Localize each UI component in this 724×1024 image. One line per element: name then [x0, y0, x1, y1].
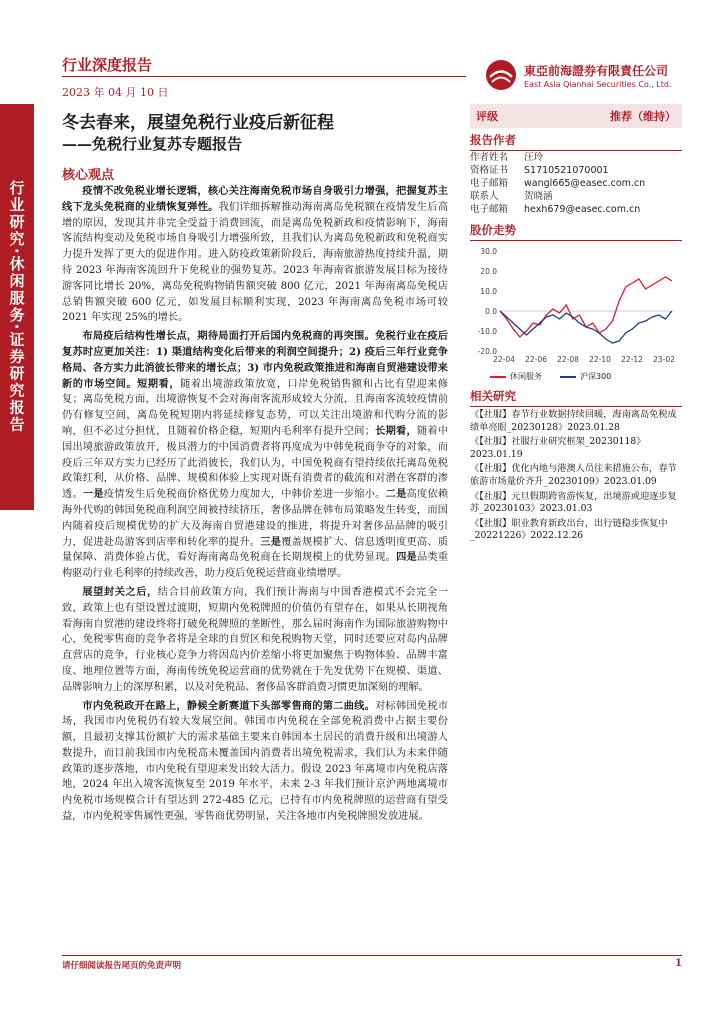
author-field-label: 资格证书 [470, 165, 509, 176]
author-field-label: 联系人 [470, 191, 499, 202]
page-number: 1 [675, 958, 682, 969]
footer-disclaimer: 请仔细阅读报告尾页的免责声明 [62, 961, 182, 971]
header-rule [62, 76, 466, 77]
legend-item [560, 371, 611, 382]
bold-run: 展望封关之后， [82, 585, 158, 598]
authors-heading: 报告作者 [470, 132, 682, 151]
research-item[interactable]: 《【社服】职业教育新政出台，出行链稳步恢复中_20221226》2022.12.26 [470, 517, 668, 542]
sidebar-category: 行业研究·休闲服务·证券研究报告 [0, 104, 34, 510]
author-row [470, 203, 682, 216]
bold-run: 三是 [260, 535, 282, 548]
author-field-value[interactable]: wangl665@easec.com.cn [524, 178, 646, 189]
author-field-value: 汪玲 [524, 152, 544, 163]
series-line-1 [500, 311, 672, 343]
rating-value: 推荐（维持） [610, 110, 676, 123]
legend-label: 沪深300 [580, 372, 612, 381]
bold-run: 疫情不改免税业增长逻辑，核心关注海南免税市场自身吸引力增强，把握复苏主线下龙头免税商的业绩恢复弹性。 [62, 185, 448, 213]
author-row [470, 151, 682, 164]
company-logo [484, 58, 684, 98]
footer-rule [62, 955, 682, 956]
core-views-heading: 核心观点 [62, 168, 115, 183]
core-paragraph [62, 699, 448, 825]
logo-name-cn: 東亞前海證券有限責任公司 [524, 64, 669, 78]
research-item[interactable]: 《【社服】元旦假期跨省游恢复，出境游或迎逐步复苏_20230103》2023.01.03 [470, 490, 677, 515]
x-tick-label: 23-02 [653, 355, 675, 364]
x-tick-label: 22-10 [589, 355, 611, 364]
core-paragraph [62, 585, 448, 696]
y-tick-label: -20.0 [477, 347, 497, 356]
x-tick-label: 22-06 [525, 355, 547, 364]
report-title: 冬去春来，展望免税行业疫后新征程 [62, 113, 334, 133]
series-line-0 [500, 277, 672, 337]
bold-run: 长期看， [374, 424, 417, 437]
research-item[interactable]: 《【社服】优化内地与港澳人员往来措施公布，春节旅游市场量价齐升_20230109》2023.01.09 [470, 463, 677, 487]
author-row [470, 164, 682, 177]
author-field-value[interactable]: hexh679@easec.com.cn [524, 204, 641, 215]
x-tick-label: 22-12 [621, 355, 643, 364]
y-tick-label: 10.0 [480, 287, 497, 296]
legend-label: 休闲服务 [510, 372, 542, 381]
core-paragraph [62, 329, 448, 582]
stock-chart [470, 243, 682, 382]
author-field-label: 电子邮箱 [470, 178, 509, 189]
report-subtitle: ——免税行业复苏专题报告 [62, 135, 243, 153]
text-run: 结合目前政策方向，我们预计海南与中国香港模式不会完全一致，政策上也有望设置过渡期，短期内免税牌照的价值仍有望存在，如果从长期视角看海南自贸港的建设终将打破免税牌照的垄断性，那么届时海南作为国际旅游购物中心，免税零售商的竞争者将是全球的自贸区和免税购物天堂，同时还要应对岛内品牌直营店的竞争，行业核心竞争力将因岛内价差缩小将更加聚焦于购物体验、品牌丰富度、地理位置等方面，海南传统免税运营商的优势就在于先发优势下在规模、渠道、品牌影响力上的深厚积累，以及对免税品、奢侈品客群消费习惯更加深刻的理解。 [62, 586, 449, 693]
chart-legend [490, 371, 682, 382]
y-tick-label: -10.0 [477, 327, 497, 336]
core-views-body [62, 184, 448, 828]
report-type: 行业深度报告 [62, 56, 153, 74]
logo-name-en: East Asia Qianhai Securities Co., Ltd. [524, 80, 672, 89]
research-item[interactable]: 《【社服】社服行业研究框架_20230118》2023.01.19 [470, 436, 646, 460]
text-run: 对标韩国免税市场，我国市内免税仍有较大发展空间。韩国市内免税在全部免税消费中占据主要份额，且最初支撑其份额扩大的需求基础主要来自韩国本土居民的消费升级和出境游人数提升，而目前我国市内免税高未覆盖国内消费者出境免税需求，我们认为未来伴随政策的逐步落地，市内免税有望迎来发出较大活力。假设 2023 年离境市内免税店落地，2024 年出入境客流恢复至 2019 年水平，未来 2-3 年我们预计京沪两地离境市内免税市场规模合计有望达到 272-485 亿元，已持有市内免税牌照的运营商有望受益，市内免税零售属性更强，零售商优势明显，关注各地市内免税牌照发放进展。 [62, 700, 449, 823]
research-item[interactable]: 《【社服】春节行业数据持续回暖，海南离岛免税成绩单亮眼_20230128》2023.01.28 [470, 409, 677, 433]
text-run: 高度依赖海外代购的韩国免税商利润空间被持续挤压，奢侈品牌在韩布局策略发生转变，而国内随着疫后规模优势的扩大及海南自贸港建设的推进，将提升对奢侈品品牌的吸引力，促进赴岛游客到店率和转化率的提升。 [62, 489, 449, 548]
authors-list [470, 151, 682, 216]
text-run: 覆盖规模扩大、信息透明度更高、质量保障、消费体验占优，看好海南离岛免税商在长期规模上的优势显现。 [62, 536, 449, 564]
y-tick-label: 30.0 [480, 247, 497, 256]
author-field-value: 贺晓涵 [524, 191, 553, 202]
author-field-label: 作者姓名 [470, 152, 509, 163]
author-field-label: 电子邮箱 [470, 204, 509, 215]
bold-run: 二是 [385, 488, 407, 501]
text-run: 品类重构驱动行业毛利率的持续改善，助力疫后免税运营商业绩增厚。 [62, 552, 449, 580]
bold-run: 一是 [82, 488, 104, 501]
x-tick-label: 22-08 [557, 355, 579, 364]
related-research-list [470, 409, 682, 543]
report-date: 2023 年 04 月 10 日 [62, 86, 169, 99]
text-run: 随着出境游政策放宽，口岸免税销售额和占比有望迎来修复；离岛免税方面，出境游恢复不会对海南客流形成较大分流，且海南客流较疫情前仍有修复空间，离岛免税短期内将延续修复态势，可以关注出境游和代购分流的影响，但不必过分担忧，且随着价格企稳，短期内毛利率有提升空间； [62, 378, 449, 437]
text-run: 随着中国出境旅游政策放开，极具潜力的中国消费者将再度成为中韩免税商争夺的对象，而疫后三年双方实力已经历了此消彼长，我们认为，中国免税商有望持续依托离岛免税政策红利，从价格、品牌、规模和体验上实现对既有消费者的截流和对潜在客群的渗透。 [62, 425, 449, 501]
legend-swatch [490, 376, 506, 378]
legend-item [490, 371, 542, 382]
stock-chart-heading: 股价走势 [470, 222, 682, 241]
rating-bar [470, 104, 682, 128]
y-tick-label: 20.0 [480, 267, 497, 276]
logo-mark-icon [484, 58, 518, 92]
y-tick-label: 0.0 [485, 307, 497, 316]
core-paragraph [62, 184, 448, 326]
rating-label: 评级 [476, 110, 498, 123]
author-row [470, 190, 682, 203]
author-field-value: S1710521070001 [524, 165, 609, 176]
right-panel [470, 104, 682, 543]
legend-swatch [560, 376, 576, 378]
author-row [470, 177, 682, 190]
bold-run: 四是 [396, 551, 417, 564]
stock-chart-svg [470, 243, 682, 367]
x-tick-label: 22-04 [493, 355, 515, 364]
related-research-heading: 相关研究 [470, 388, 682, 407]
bold-run: 市内免税政开在路上，静候全新赛道下头部零售商的第二曲线。 [82, 699, 376, 712]
bold-run: 布局疫后结构性增长点，期待局面打开后国内免税商的再突围。免税行业在疫后复苏时应更加关注：1) 渠道结构变化后带来的利润空间提升；2) 疫后三年行业竞争格局、各方实力此消彼长带来的增长点；3) 市内免税政策推进和海南自贸港建设带来新的市场空间。短期看， [62, 330, 448, 390]
text-run: 我们详细拆解推动海南离岛免税额在疫情发生后高增的原因，发现其并非完全受益于消费回流，而是离岛免税新政和疫情影响下，海南客流结构变动及免税市场自身吸引力增强所致，且我们认为离岛免税新政和免税商实力提升发挥了更大的促进作用。进入防疫政策新阶段后，海南旅游热度持续升温，期待 2023 年海南客流回升下免税业的强势复苏。2023 年海南省旅游发展目标为接待游客同比增长 20%，离岛免税购物销售额突破 800 亿元，2021 年海南离岛免税店总销售额突破 600 亿元，如发展目标顺利实现，2023 年海南离岛免税市场可较 2021 年实现 25%的增长。 [62, 201, 449, 324]
text-run: 疫情发生后免税商价格优势力度加大，中韩价差进一步缩小。 [103, 489, 386, 501]
